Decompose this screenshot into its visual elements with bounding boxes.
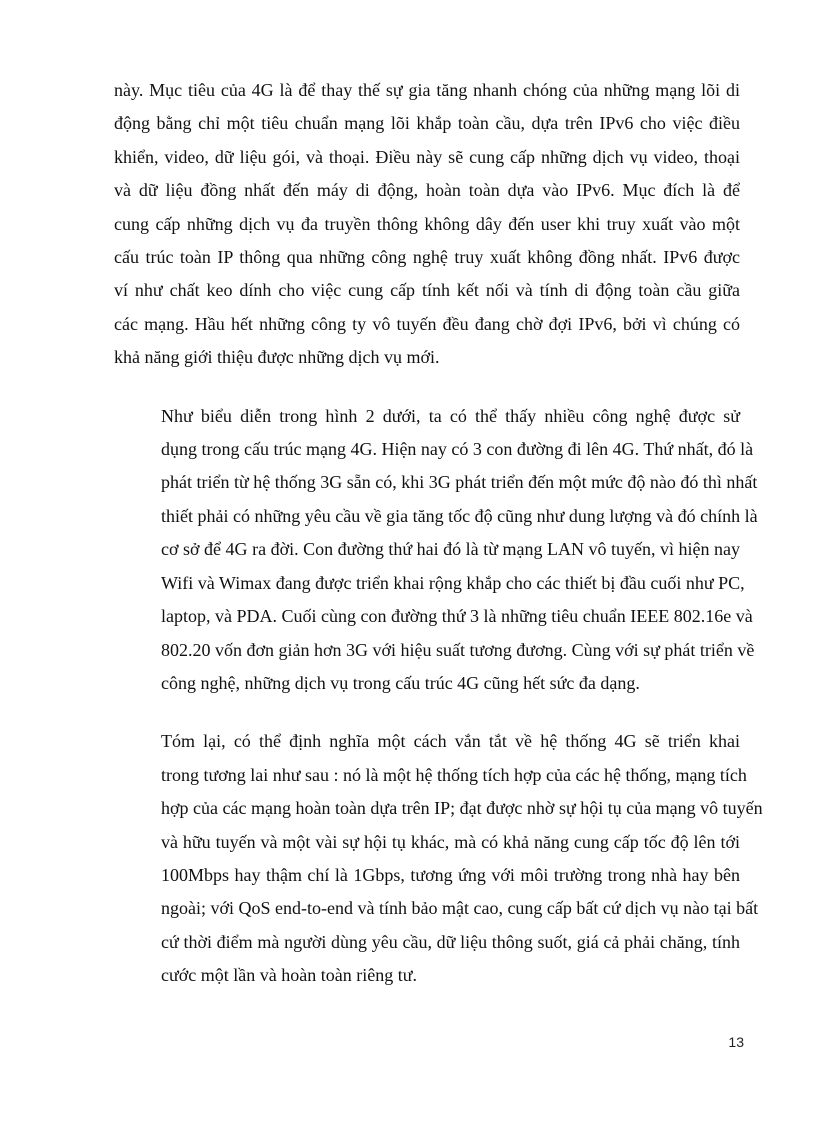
- text-line: công nghệ, những dịch vụ trong cấu trúc 4G cũng hết sức đa dạng.: [161, 672, 640, 693]
- text-line: phát triển từ hệ thống 3G sẵn có, khi 3G phát triển đến một mức độ nào đó thì nhất: [161, 472, 758, 493]
- text-line: 802.20 vốn đơn giản hơn 3G với hiệu suất tương đương. Cùng với sự phát triển về: [161, 639, 755, 660]
- text-line: Tóm lại, có thể định nghĩa một cách vắn tắt về hệ thống 4G sẽ triển khai: [161, 731, 740, 752]
- text-line: khiển, video, dữ liệu gói, và thoại. Điều này sẽ cung cấp những dịch vụ video, thoại: [114, 146, 740, 167]
- paragraph-4g-paths: [114, 400, 758, 701]
- paragraph-4g-goal: [114, 74, 740, 375]
- text-line: 100Mbps hay thậm chí là 1Gbps, tương ứng với môi trường trong nhà hay bên: [161, 864, 740, 885]
- text-line: ví như chất keo dính cho việc cung cấp tính kết nối và tính di động toàn cầu giữa: [114, 280, 740, 301]
- text-line: dụng trong cấu trúc mạng 4G. Hiện nay có 3 con đường đi lên 4G. Thứ nhất, đó là: [161, 439, 754, 460]
- text-line: trong tương lai như sau : nó là một hệ thống tích hợp của các hệ thống, mạng tích: [161, 764, 747, 785]
- text-line: Như biểu diễn trong hình 2 dưới, ta có thể thấy nhiều công nghệ được sử: [161, 405, 740, 426]
- text-line: cung cấp những dịch vụ đa truyền thông không dây đến user khi truy xuất vào một: [114, 213, 740, 234]
- text-line: khả năng giới thiệu được những dịch vụ mới.: [114, 347, 440, 368]
- text-line: thiết phải có những yêu cầu về gia tăng tốc độ cũng như dung lượng và đó chính là: [161, 505, 758, 526]
- text-line: laptop, và PDA. Cuối cùng con đường thứ 3 là những tiêu chuẩn IEEE 802.16e và: [161, 606, 753, 627]
- text-line: và dữ liệu đồng nhất đến máy di động, hoàn toàn dựa vào IPv6. Mục đích là để: [114, 180, 740, 201]
- text-line: cứ thời điểm mà người dùng yêu cầu, dữ liệu thông suốt, giá cả phải chăng, tính: [161, 931, 740, 952]
- text-line: Wifi và Wimax đang được triển khai rộng khắp cho các thiết bị đầu cuối như PC,: [161, 572, 745, 593]
- text-line: hợp của các mạng hoàn toàn dựa trên IP; đạt được nhờ sự hội tụ của mạng vô tuyến: [161, 798, 763, 819]
- text-line: này. Mục tiêu của 4G là để thay thế sự gia tăng nhanh chóng của những mạng lõi di: [114, 80, 740, 100]
- text-line: và hữu tuyến và một vài sự hội tụ khác, mà có khả năng cung cấp tốc độ lên tới: [161, 831, 740, 852]
- paragraph-4g-summary: [114, 725, 763, 992]
- text-line: cước một lần và hoàn toàn riêng tư.: [161, 965, 417, 986]
- body-text: [114, 74, 763, 1018]
- text-line: các mạng. Hầu hết những công ty vô tuyến đều đang chờ đợi IPv6, bởi vì chúng có: [114, 313, 740, 334]
- text-line: cấu trúc toàn IP thông qua những công nghệ truy xuất không đồng nhất. IPv6 được: [114, 247, 740, 268]
- text-line: cơ sở để 4G ra đời. Con đường thứ hai đó là từ mạng LAN vô tuyến, vì hiện nay: [161, 539, 740, 560]
- text-line: động bằng chỉ một tiêu chuẩn mạng lõi khắp toàn cầu, dựa trên IPv6 cho việc điều: [114, 113, 740, 134]
- text-line: ngoài; với QoS end-to-end và tính bảo mật cao, cung cấp bất cứ dịch vụ nào tại bất: [161, 898, 759, 919]
- page-number: 13: [728, 1034, 744, 1050]
